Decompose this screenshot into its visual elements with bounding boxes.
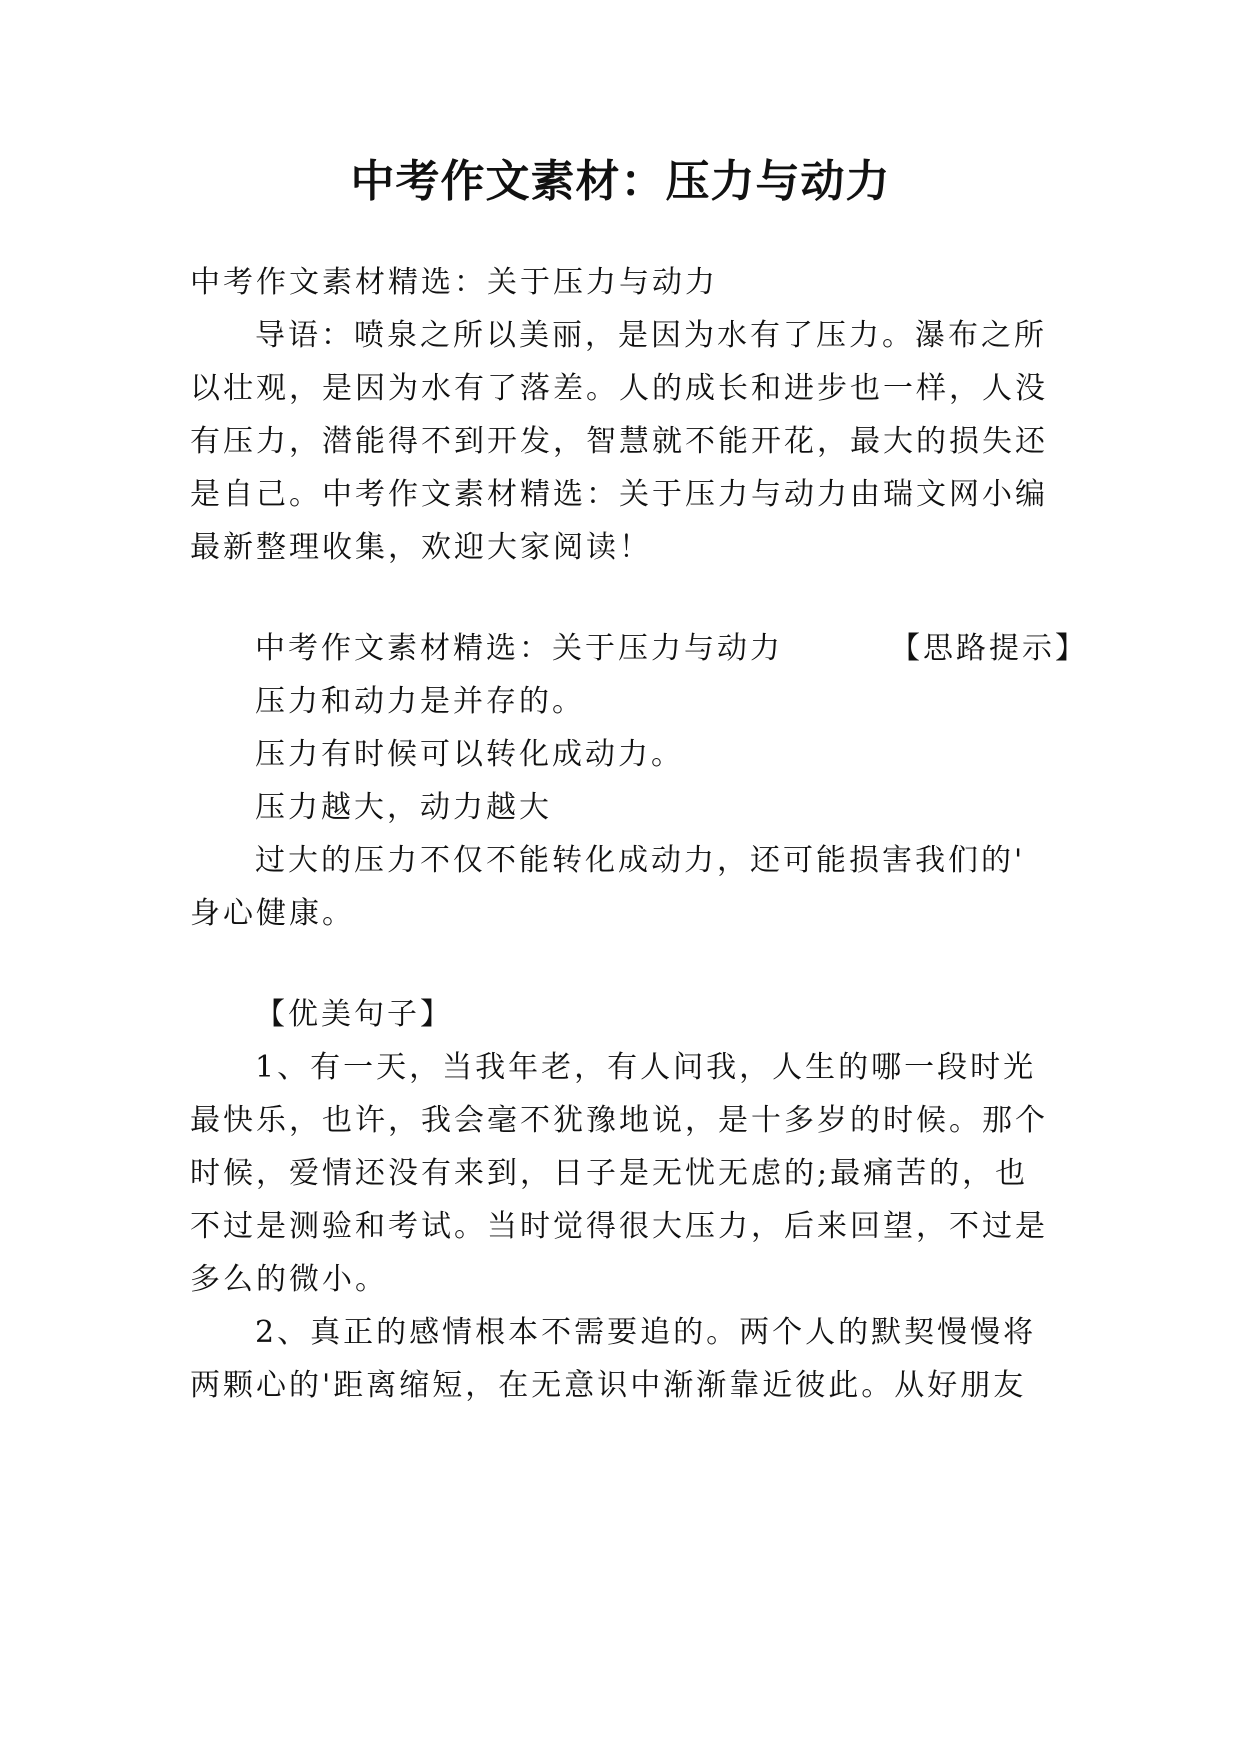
hint-line: 身心健康。 [190, 896, 355, 931]
paragraph-line: 1、有一天，当我年老，有人问我，人生的哪一段时光 [255, 1050, 1037, 1085]
paragraph-line: 不过是测验和考试。当时觉得很大压力，后来回望，不过是 [190, 1209, 1048, 1244]
intro-line: 最新整理收集，欢迎大家阅读！ [190, 530, 652, 565]
hint-line: 过大的压力不仅不能转化成动力，还可能损害我们的' [255, 843, 1026, 878]
intro-line: 导语：喷泉之所以美丽，是因为水有了压力。瀑布之所 [255, 318, 1047, 353]
hint-line: 压力越大，动力越大 [255, 790, 552, 825]
paragraph-line: 时候，爱情还没有来到，日子是无忧无虑的;最痛苦的，也 [190, 1156, 1029, 1191]
section-heading: 中考作文素材精选：关于压力与动力 [255, 631, 783, 666]
beautiful-sentences-heading: 【优美句子】 [255, 997, 453, 1032]
paragraph-line: 最快乐，也许，我会毫不犹豫地说，是十多岁的时候。那个 [190, 1103, 1048, 1138]
intro-line: 以壮观，是因为水有了落差。人的成长和进步也一样，人没 [190, 371, 1048, 406]
paragraph-line: 多么的微小。 [190, 1262, 388, 1297]
intro-line: 是自己。中考作文素材精选：关于压力与动力由瑞文网小编 [190, 477, 1048, 512]
hint-line: 压力和动力是并存的。 [255, 684, 585, 719]
paragraph-line: 2、真正的感情根本不需要追的。两个人的默契慢慢将 [255, 1315, 1037, 1350]
paragraph-line: 两颗心的'距离缩短，在无意识中渐渐靠近彼此。从好朋友 [190, 1368, 1027, 1403]
subtitle: 中考作文素材精选：关于压力与动力 [190, 265, 718, 300]
document-title: 中考作文素材：压力与动力 [350, 156, 891, 207]
hint-line: 压力有时候可以转化成动力。 [255, 737, 684, 772]
intro-line: 有压力，潜能得不到开发，智慧就不能开花，最大的损失还 [190, 424, 1048, 459]
hint-tag: 【思路提示】 [890, 631, 1088, 666]
